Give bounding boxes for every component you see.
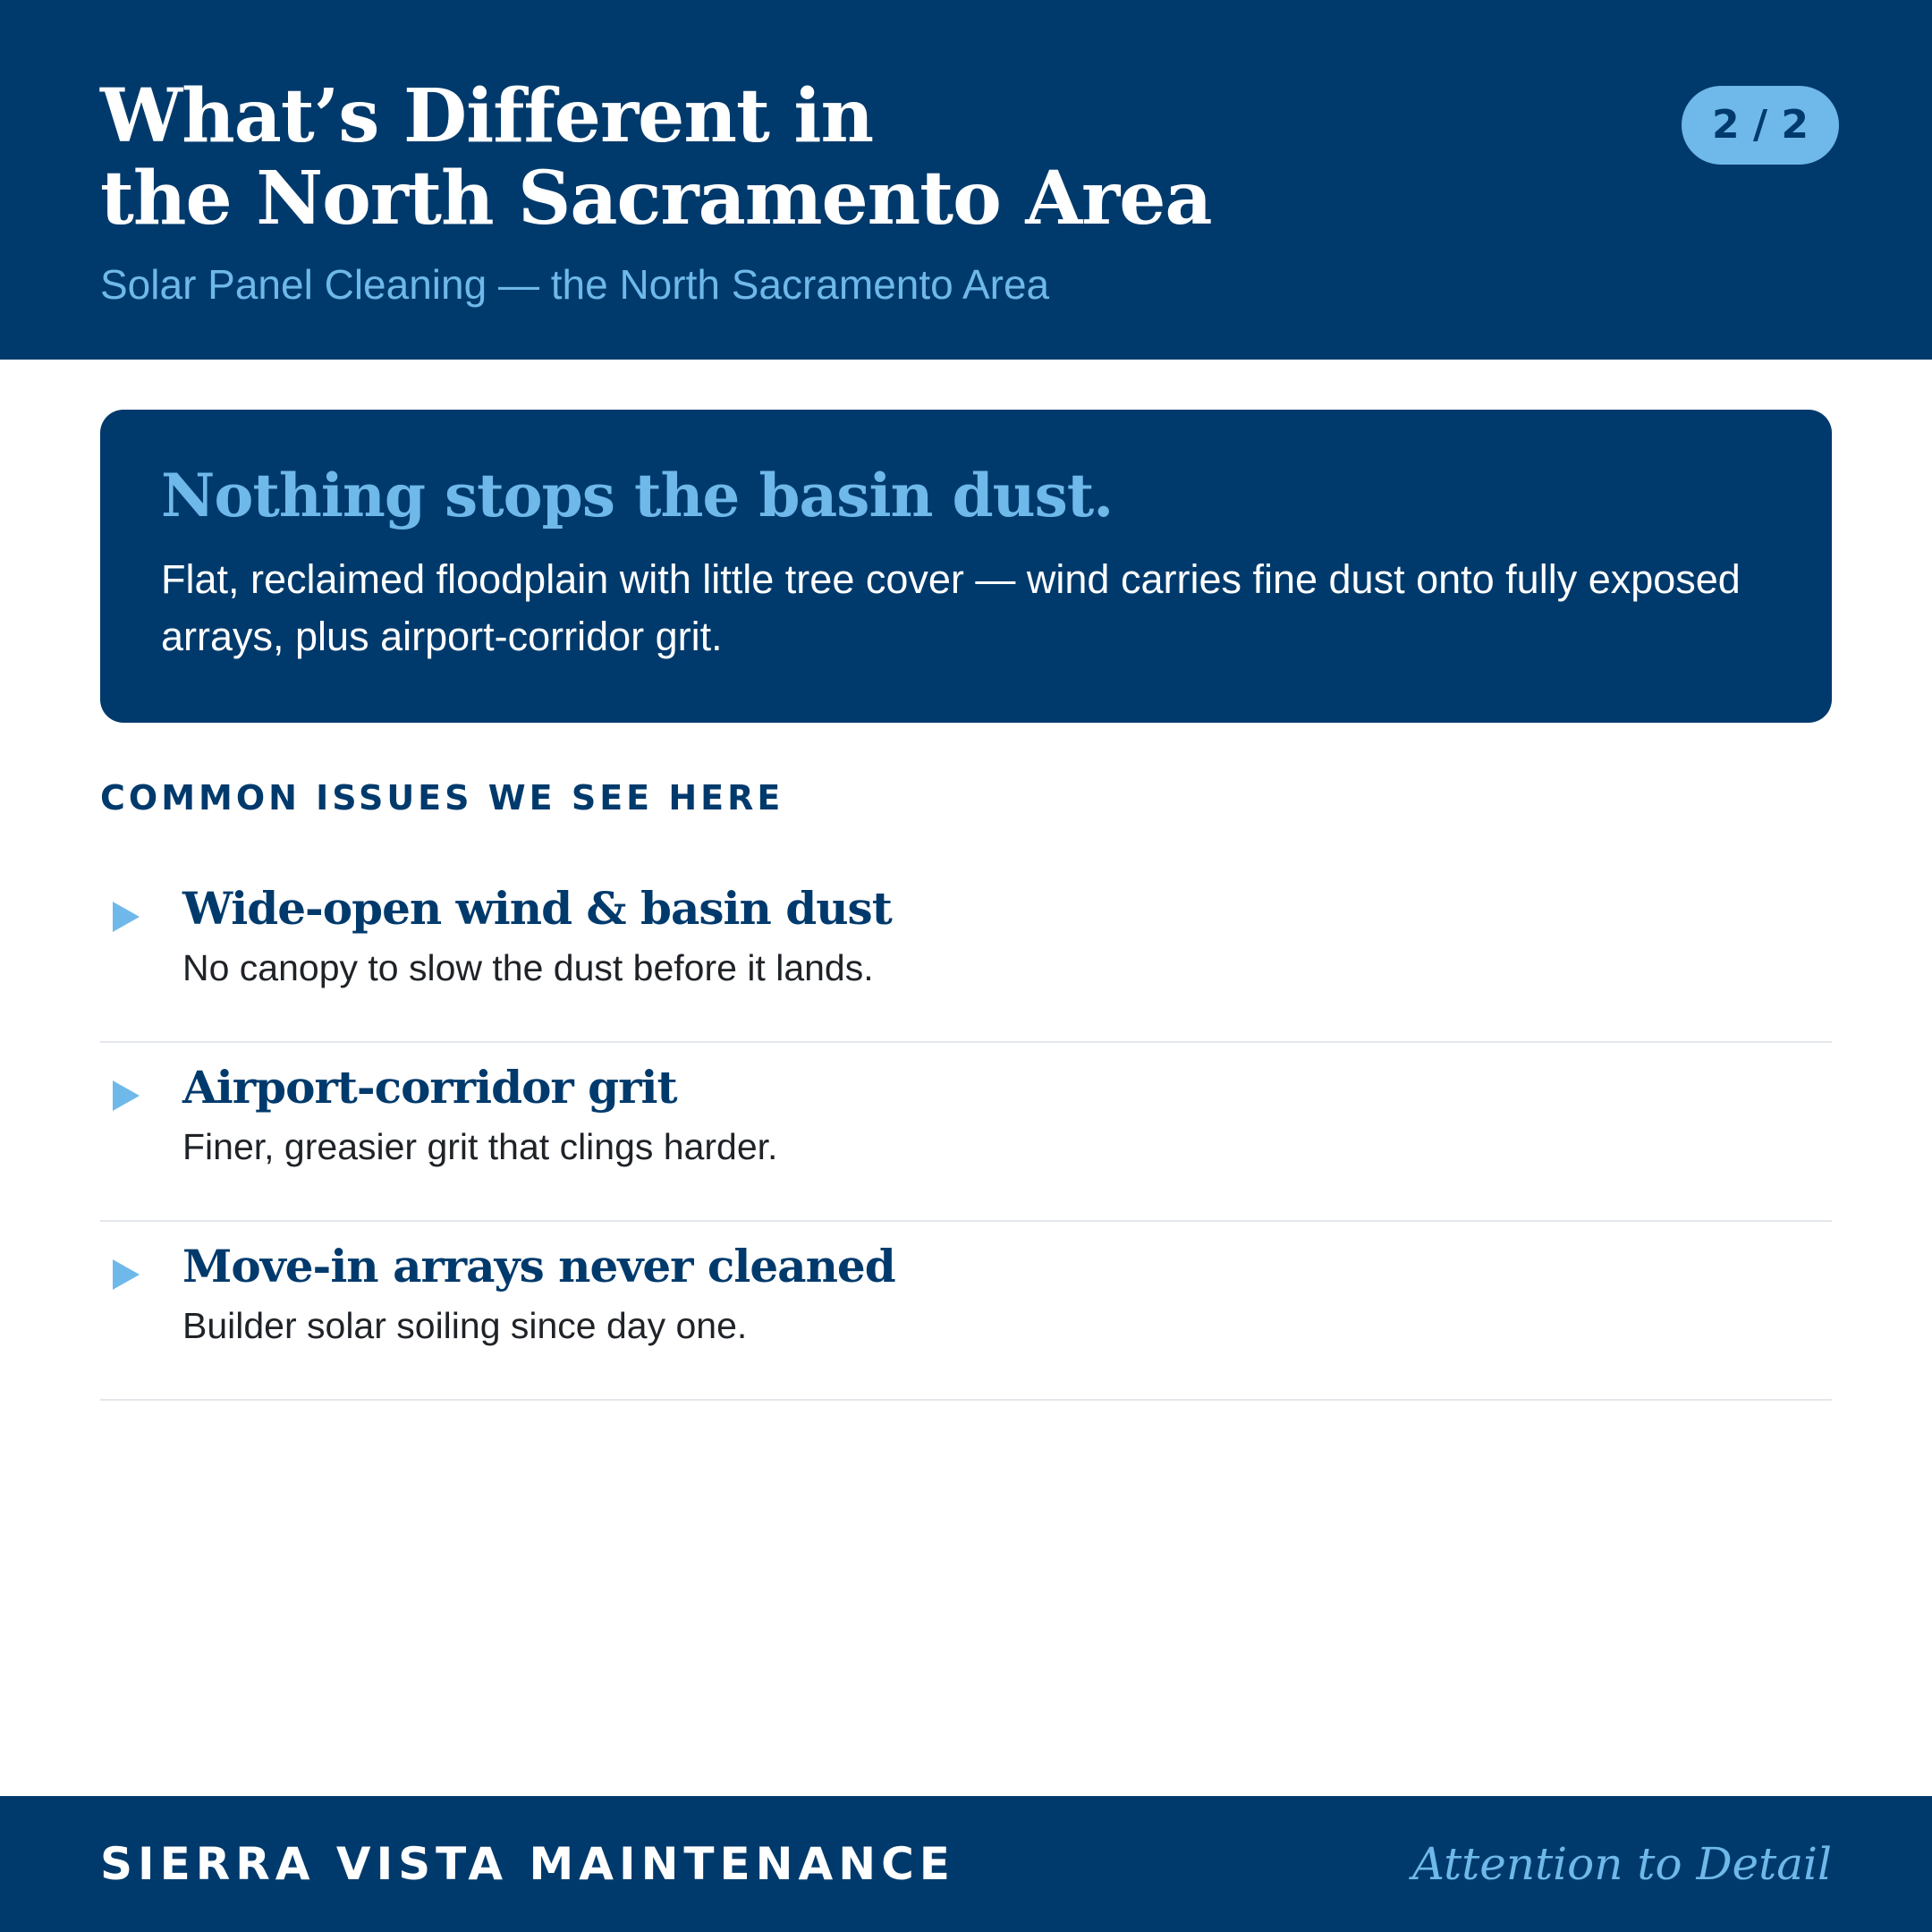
page-subtitle: Solar Panel Cleaning — the North Sacramento Area: [100, 261, 1050, 308]
brand-name: SIERRA VISTA MAINTENANCE: [100, 1838, 955, 1890]
play-arrow-icon: [113, 902, 140, 932]
issue-title: Move-in arrays never cleaned: [182, 1240, 895, 1292]
page-title-line-1: What’s Different in: [100, 73, 874, 159]
play-arrow-icon: [113, 1259, 140, 1290]
callout-heading: Nothing stops the basin dust.: [161, 461, 1114, 530]
issue-title: Wide-open wind & basin dust: [182, 882, 892, 935]
highlight-callout: [100, 410, 1832, 723]
page-title: [100, 75, 1531, 240]
brand-tagline: Attention to Detail: [1411, 1838, 1832, 1890]
issue-description: Finer, greasier grit that clings harder.: [182, 1126, 778, 1167]
list-item: [100, 864, 1832, 1043]
page-indicator-badge: 2 / 2: [1682, 86, 1839, 165]
section-label: COMMON ISSUES WE SEE HERE: [100, 778, 784, 818]
list-item: [100, 1222, 1832, 1401]
header-banner: [0, 0, 1932, 360]
callout-text: Flat, reclaimed floodplain with little tree cover — wind carries fine dust onto fully exposed arrays, plus airport-corridor grit.: [161, 556, 1741, 659]
play-arrow-icon: [113, 1080, 140, 1111]
issue-description: No canopy to slow the dust before it lands.: [182, 947, 874, 988]
footer-bar: [0, 1796, 1932, 1932]
issues-list: [100, 864, 1832, 1401]
issue-description: Builder solar soiling since day one.: [182, 1305, 748, 1346]
page-title-line-2: the North Sacramento Area: [100, 156, 1212, 242]
issue-title: Airport-corridor grit: [182, 1061, 677, 1114]
list-item: [100, 1043, 1832, 1222]
